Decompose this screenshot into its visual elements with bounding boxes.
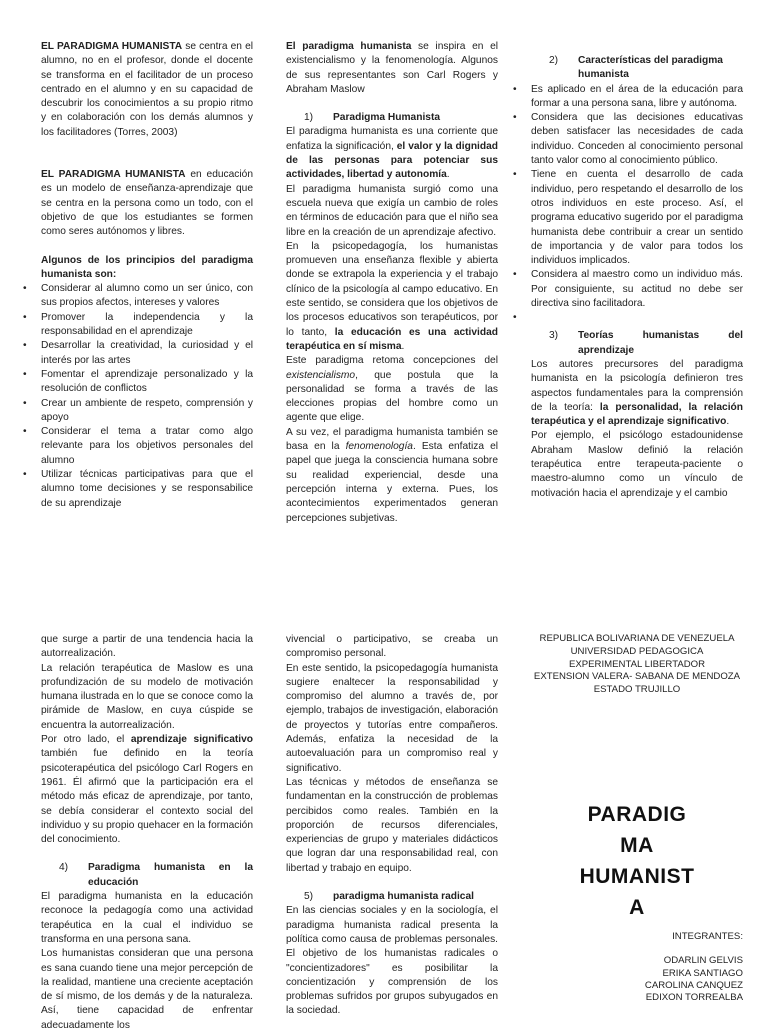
cover-title: PARADIG MA HUMANIST A — [579, 802, 695, 919]
section-1-heading: 1) Paradigma Humanista — [303, 112, 441, 124]
member-name: ODARLIN GELVIS — [663, 955, 743, 967]
list-item: • Promover la independencia y la responsabilidad en el aprendizaje — [41, 311, 253, 340]
list-item: • Fomentar el aprendizaje personalizado y la resolución de conflictos — [41, 368, 253, 397]
page2-column-2: vivencial o participativo, se creaba un compromiso personal. En este sentido, la psicopedagogía humanista sugiere enaltecer la responsabilidad y compromiso del alumno a través de, por ejemplo, trabajos de investigación, elaboración de proyectos y tutorías entre compañeros. Además, enfatiza la necesidad de la autoevaluación para un compromiso real y significativo. Las técnicas y métodos de enseñanza se fundamentan en la construcción de problemas percibidos como reales. También en la proporción de recursos diferenciales, experiencias de grupo y materiales didácticos que logran dar una responsabilidad real, con libertad y trabajo en equipo. 5) paradigma humanista radical En las ciencias sociales y en la sociología, el paradigma humanista radical presenta la política como causa de problemas personales. El objetivo de los humanistas radicales o "concientizadores" es posibilitar la concientización y comprensión de los problemas sufridos por grupos subyugados en la sociedad. — [286, 634, 498, 1017]
principles-list — [41, 282, 253, 511]
section-4-heading: 4) Paradigma humanista en la educación — [58, 862, 253, 888]
section-3-heading: 3) Teorías humanistas del aprendizaje — [548, 330, 743, 356]
page1-column-3: 2) Características del paradigma humanista • Es aplicado en el área de la educación para formar a una persona sana, libre y autónoma. • Considera que las decisiones educativas deben satisfacer las necesidades de cada individuo. Conceden al conocimiento personal tanto valor como al conocimiento público. • Tiene en cuenta el desarrollo de cada individuo, pero respetando el desarrollo de los otros individuos en este proceso. Así, el programa educativo sugerido por el paradigma humanista debe contribuir a crear un sentido de importancia y de valor para todos los individuos implicados. • Considera al maestro como un individuo más. Por consiguiente, su actitud no debe ser directiva sino facilitadora. • 3) Teorías humanistas del aprendizaje Los autores precursores del paradigma humanista en la psicología definieron tres aspectos fundamentales para la comprensión de la teoría: la personalidad, la relación terapéutica y el aprendizaje significativo. Por ejemplo, el psicólogo estadounidense Abraham Maslow definió la relación terapéutica entre terapeuta-paciente o maestro-alumno como un vínculo de motivación hacia el aprendizaje y el cambio — [531, 54, 743, 501]
page1-column-1 — [41, 40, 253, 511]
members-block — [531, 931, 743, 1004]
list-item: • Considerar el tema a tratar como algo relevante para los objetivos personales del alumno — [41, 425, 253, 468]
institution-header: REPUBLICA BOLIVARIANA DE VENEZUELA UNIVERSIDAD PEDAGOGICA EXPERIMENTAL LIBERTADOR EXTENSION VALERA- SABANA DE MENDOZA ESTADO TRUJILLO — [533, 633, 741, 696]
list-item: • Crear un ambiente de respeto, comprensión y apoyo — [41, 397, 253, 426]
paradigm-title: EL PARADIGMA HUMANISTA — [41, 41, 183, 52]
list-item — [531, 311, 743, 325]
characteristics-list — [531, 83, 743, 326]
principles-heading: Algunos de los principios del paradigma humanista son: — [41, 254, 253, 280]
page1-column-2: El paradigma humanista se inspira en el existencialismo y la fenomenología. Algunos de sus representantes son Carl Rogers y Abraham Maslow 1) Paradigma Humanista El paradigma humanista es una corriente que enfatiza la significación, el valor y la dignidad de las personas para potenciar sus actividades, libertad y autonomía. El paradigma humanista surgió como una escuela nueva que exigía un cambio de roles en términos de educación para que el niño sea libre en la creación de un aprendizaje afectivo. En la psicopedagogía, los humanistas promueven una enseñanza flexible y abierta donde se extrapola la experiencia y el trabajo clínico de la psicología al campo educativo. En este sentido, se considera que los objetivos de los procesos educativos son terapéuticos, por lo tanto, la educación es una actividad terapéutica en sí misma. Este paradigma retoma concepciones del existencialismo, que postula que la personalidad se forma a través de las elecciones propias del hombre como un agente que elige. A su vez, el paradigma humanista también se basa en la fenomenología. Esta enfatiza el papel que juega la consciencia humana sobre su realidad experiencial, desde una percepción interna y externa. Pues, los acontecimientos experimentados generan percepciones subjetivas. — [286, 41, 498, 524]
list-item: • Es aplicado en el área de la educación para formar a una persona sana, libre y autónoma. — [531, 83, 743, 112]
intro-paragraph: EL PARADIGMA HUMANISTA se centra en el alumno, no en el profesor, donde el docente se transforma en el facilitador de un proceso centrado en el alumno y en su capacidad de descubrir los conocimientos a su propio ritmo y en colaboración con los demás alumnos y los facilitadores (Torres, 2003) — [41, 41, 254, 138]
member-name: EDIXON TORREALBA — [645, 992, 743, 1004]
section-5-heading: 5) paradigma humanista radical — [303, 891, 474, 903]
list-item: • Considera al maestro como un individuo más. Por consiguiente, su actitud no debe ser directiva sino facilitadora. — [531, 268, 743, 311]
member-name: CAROLINA CANQUEZ — [644, 979, 743, 991]
intro-paragraph: El paradigma humanista se inspira en el existencialismo y la fenomenología. Algunos de sus representantes son Carl Rogers y Abraham Maslow — [286, 41, 498, 95]
members-label: INTEGRANTES: — [672, 930, 743, 942]
list-item: • Desarrollar la creatividad, la curiosidad y el interés por las artes — [41, 339, 253, 368]
list-item: • Considerar al alumno como un ser único, con sus propios afectos, intereses y valores — [41, 282, 253, 311]
page2-column-1: que surge a partir de una tendencia hacia la autorrealización. La relación terapéutica de Maslow es una profundización de su modelo de motivación humana ilustrada en lo que se conoce como la pirámide de Maslow, en cuya cúspide se encuentra la autorrealización. Por otro lado, el aprendizaje significativo también fue definido en la teoría psicoterapéutica del psicólogo Carl Rogers en 1961. Él afirmó que la participación era el método más eficaz de aprendizaje, por tanto, se debía considerar el contexto social del individuo y su propio quehacer en la formación del conocimiento. 4) Paradigma humanista en la educación El paradigma humanista en la educación reconoce la pedagogía como una actividad terapéutica en la cual el individuo se transforma en una persona sana. Los humanistas consideran que una persona es sana cuando tiene una mejor percepción de la realidad, mantiene una creciente aceptación de sí mismo, de los demás y de la naturaleza. Así, tiene capacidad de enfrentar adecuadamente los — [41, 634, 253, 1031]
member-name: ERIKA SANTIAGO — [662, 967, 743, 979]
list-item: • Utilizar técnicas participativas para que el alumno tome decisiones y se responsabilice de su aprendizaje — [41, 468, 253, 511]
list-item: • Tiene en cuenta el desarrollo de cada individuo, pero respetando el desarrollo de los otros individuos en este proceso. Así, el programa educativo sugerido por el paradigma humanista debe contribuir a crear un sentido de importancia y de valor para todos los individuos implicados. — [531, 168, 743, 268]
section-2-heading: 2) Características del paradigma humanista — [548, 55, 723, 81]
definition-paragraph: EL PARADIGMA HUMANISTA en educación es un modelo de enseñanza-aprendizaje que se centra en la persona como un todo, con el objetivo de que los estudiantes se formen como seres autónomos y libres. — [41, 169, 253, 238]
list-item: • Considera que las decisiones educativas deben satisfacer las necesidades de cada individuo. Conceden al conocimiento personal tanto valor como al conocimiento público. — [531, 111, 743, 168]
cover-panel — [531, 633, 743, 1004]
